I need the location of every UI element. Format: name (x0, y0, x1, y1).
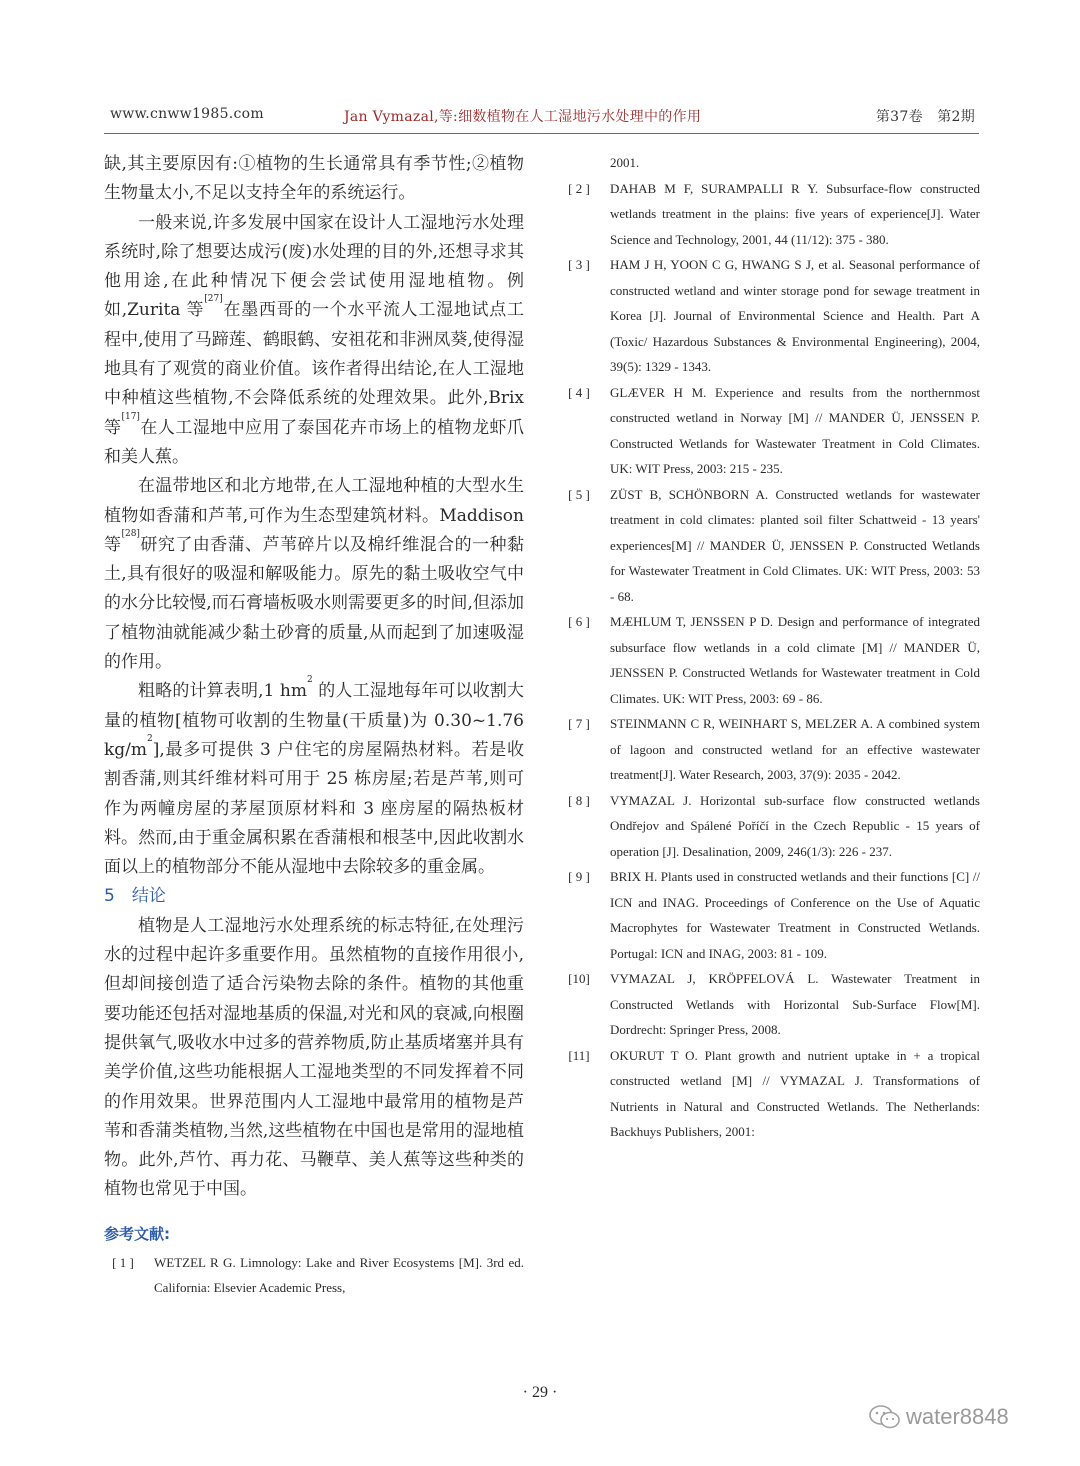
reference-text: STEINMANN C R, WEINHART S, MELZER A. A combined system of lagoon and constructed wetland for an effective wastewater treatment[J]. Water Research, 2003, 37(9): 2035 - 2042. (610, 716, 980, 782)
references-heading: 参考文献: (104, 1224, 170, 1243)
superscript: 2 (147, 733, 153, 744)
paragraph-5: 植物是人工湿地污水处理系统的标志特征,在处理污水的过程中起许多重要作用。虽然植物的直接作用很小,但却间接创造了适合污染物去除的条件。植物的其他重要功能还包括对湿地基质的保温,对光和风的衰减,向根圈提供氧气,吸收水中过多的营养物质,防止基质堵塞并具有美学价值,这些功能根据人工湿地类型的不同发挥着不同的作用效果。世界范围内人工湿地中最常用的植物是芦苇和香蒲类植物,当然,这些植物在中国也是常用的湿地植物。此外,芦竹、再力花、马鞭草、美人蕉等这些种类的植物也常见于中国。 (104, 915, 524, 1200)
reference-text: DAHAB M F, SURAMPALLI R Y. Subsurface-flow constructed wetlands treatment in the plains: five years of experience[J]. Water Science and Technology, 2001, 44 (11/12): 375 - 380. (610, 180, 980, 247)
reference-text: OKURUT T O. Plant growth and nutrient uptake in + a tropical constructed wetland [M] // VYMAZAL J. Transformations of Nutrients in Natural and Constructed Wetlands. The Netherlands: Backhuys Publishers, 2001: (610, 1047, 980, 1139)
reference-7 (560, 711, 980, 788)
superscript: 2 (306, 675, 313, 686)
reference-text: VYMAZAL J, KRÖPFELOVÁ L. Wastewater Treatment in Constructed Wetlands with Horizontal Sub-Surface Flow[M]. Dordrecht: Springer Press, 2008. (610, 971, 980, 1037)
section-heading-conclusion: 5 结论 (104, 886, 166, 907)
reference-text: HAM J H, YOON C G, HWANG S J, et al. Seasonal performance of constructed wetland and winter storage pond for sewage treatment in Korea [J]. Journal of Environmental Science and Health. Part A (Toxic/ Hazardous Substances & Environmental Engineering), 2004, 39(5): 1329 - 1343. (610, 257, 980, 374)
reference-number: [ 5 ] (568, 486, 590, 502)
reference-number: [ 8 ] (568, 792, 590, 808)
reference-3 (560, 252, 980, 380)
reference-number: [ 1 ] (112, 1254, 134, 1270)
reference-number: [ 2 ] (568, 180, 590, 196)
volume-issue: 第37卷 第2期 (875, 109, 975, 125)
reference-text: WETZEL R G. Limnology: Lake and River Ecosystems [M]. 3rd ed. California: Elsevier Academic Press, (154, 1254, 524, 1296)
reference-1-continued: 2001. (610, 155, 640, 170)
reference-number: [10] (568, 971, 590, 986)
reference-number: [ 9 ] (568, 869, 590, 884)
reference-5 (560, 482, 980, 610)
reference-text: VYMAZAL J. Horizontal sub-surface flow constructed wetlands Ondřejov and Spálené Poříčí in the Czech Republic - 15 years of operation [J]. Desalination, 2009, 246(1/3): 226 - 237. (610, 792, 980, 859)
running-header (104, 100, 979, 134)
citation: [27] (204, 294, 223, 305)
reference-1 (104, 1250, 524, 1301)
reference-text: GLÆVER H M. Experience and results from the northernmost constructed wetland in Norway [M] // MANDER Ü, JENSSEN P. Constructed Wetlands for Wastewater Treatment in Cold Climates. UK: WIT Press, 2003: 215 - 235. (610, 384, 980, 476)
watermark (868, 1404, 1009, 1430)
watermark-text: water8848 (906, 1404, 1009, 1429)
reference-list (560, 176, 980, 1145)
reference-number: [ 7 ] (568, 716, 590, 731)
paragraph-1: 缺,其主要原因有:①植物的生长通常具有季节性;②植物生物量太小,不足以支持全年的系统运行。 (104, 154, 524, 204)
paragraph-4: 粗略的计算表明,1 $hm^2$ 的人工湿地每年可以收割大量的植物[植物可收割的生物量(干质量)为 0.30~1.76 $kg/m^2$],最多可提供 3 户住宅的房屋隔热材料。若是收割香蒲,则其纤维材料可用于 25 栋房屋;若是芦苇,则可作为两幢房屋的茅屋顶原材料和 3 座房屋的隔热板材料。然而,由于重金属积累在香蒲根和根茎中,因此收割水面以上的植物部分不能从湿地中去除较多的重金属。 (104, 675, 525, 878)
reference-text: ZÜST B, SCHÖNBORN A. Constructed wetlands for wastewater treatment in cold climates: planted soil filter Schattweid - 13 years' experiences[M] // MANDER Ü, JENSSEN P. Constructed Wetlands for Wastewater Treatment in Cold Climates. UK: WIT Press, 2003: 53 - 68. (610, 486, 980, 604)
reference-number: [ 6 ] (568, 614, 590, 629)
paragraph-2: 一般来说,许多发展中国家在设计人工湿地污水处理系统时,除了想要达成污(废)水处理的目的外,还想寻求其他用途,在此种情况下便会尝试使用湿地植物。例如,Zurita 等[27]在墨西哥的一个水平流人工湿地试点工程中,使用了马蹄莲、鹤眼鹤、安祖花和非洲凤葵,使得湿地具有了观赏的商业价值。该作者得出结论,在人工湿地中种植这些植物,不会降低系统的处理效果。此外,Brix 等[17]在人工湿地中应用了泰国花卉市场上的植物龙虾爪和美人蕉。 (104, 212, 525, 467)
page-number: · 29 · (522, 1384, 558, 1401)
reference-number: [ 3 ] (568, 257, 590, 272)
reference-number: [11] (568, 1047, 590, 1063)
reference-number: [ 4 ] (568, 384, 590, 400)
reference-9 (560, 864, 980, 966)
journal-website: www.cnww1985.com (110, 106, 264, 122)
reference-4 (560, 380, 980, 482)
reference-10 (560, 966, 980, 1043)
reference-11 (560, 1043, 980, 1145)
right-column (560, 150, 980, 1145)
citation: [17] (121, 411, 140, 422)
left-column (104, 150, 524, 1301)
reference-8 (560, 788, 980, 865)
reference-2 (560, 176, 980, 253)
header-rule (104, 133, 979, 134)
reference-text: MÆHLUM T, JENSSEN P D. Design and performance of integrated subsurface flow wetlands in a cold climate [M] // MANDER Ü, JENSSEN P. Constructed Wetlands for Wastewater treatment in Cold Climates. UK: WIT Press, 2003: 69 - 86. (610, 614, 980, 706)
reference-text: BRIX H. Plants used in constructed wetlands and their functions [C] // ICN and INAG. Proceedings of Conference on the Use of Aquatic Macrophytes for Wastewater Treatment in Constructed Wetlands. Portugal: ICN and INAG, 2003: 81 - 109. (610, 869, 980, 961)
reference-6 (560, 609, 980, 711)
wechat-icon (868, 1404, 902, 1430)
running-title: Jan Vymazal,等:细数植物在人工湿地污水处理中的作用 (344, 109, 702, 125)
paragraph-3: 在温带地区和北方地带,在人工湿地种植的大型水生植物如香蒲和芦苇,可作为生态型建筑材料。Maddison 等[28]研究了由香蒲、芦苇碎片以及棉纤维混合的一种黏土,具有很好的吸湿和解吸能力。原先的黏土吸收空气中的水分比较慢,而石膏墙板吸水则需要更多的时间,但添加了植物油就能减少黏土砂膏的质量,从而起到了加速吸湿的作用。 (104, 476, 525, 673)
citation: [28] (121, 528, 140, 539)
